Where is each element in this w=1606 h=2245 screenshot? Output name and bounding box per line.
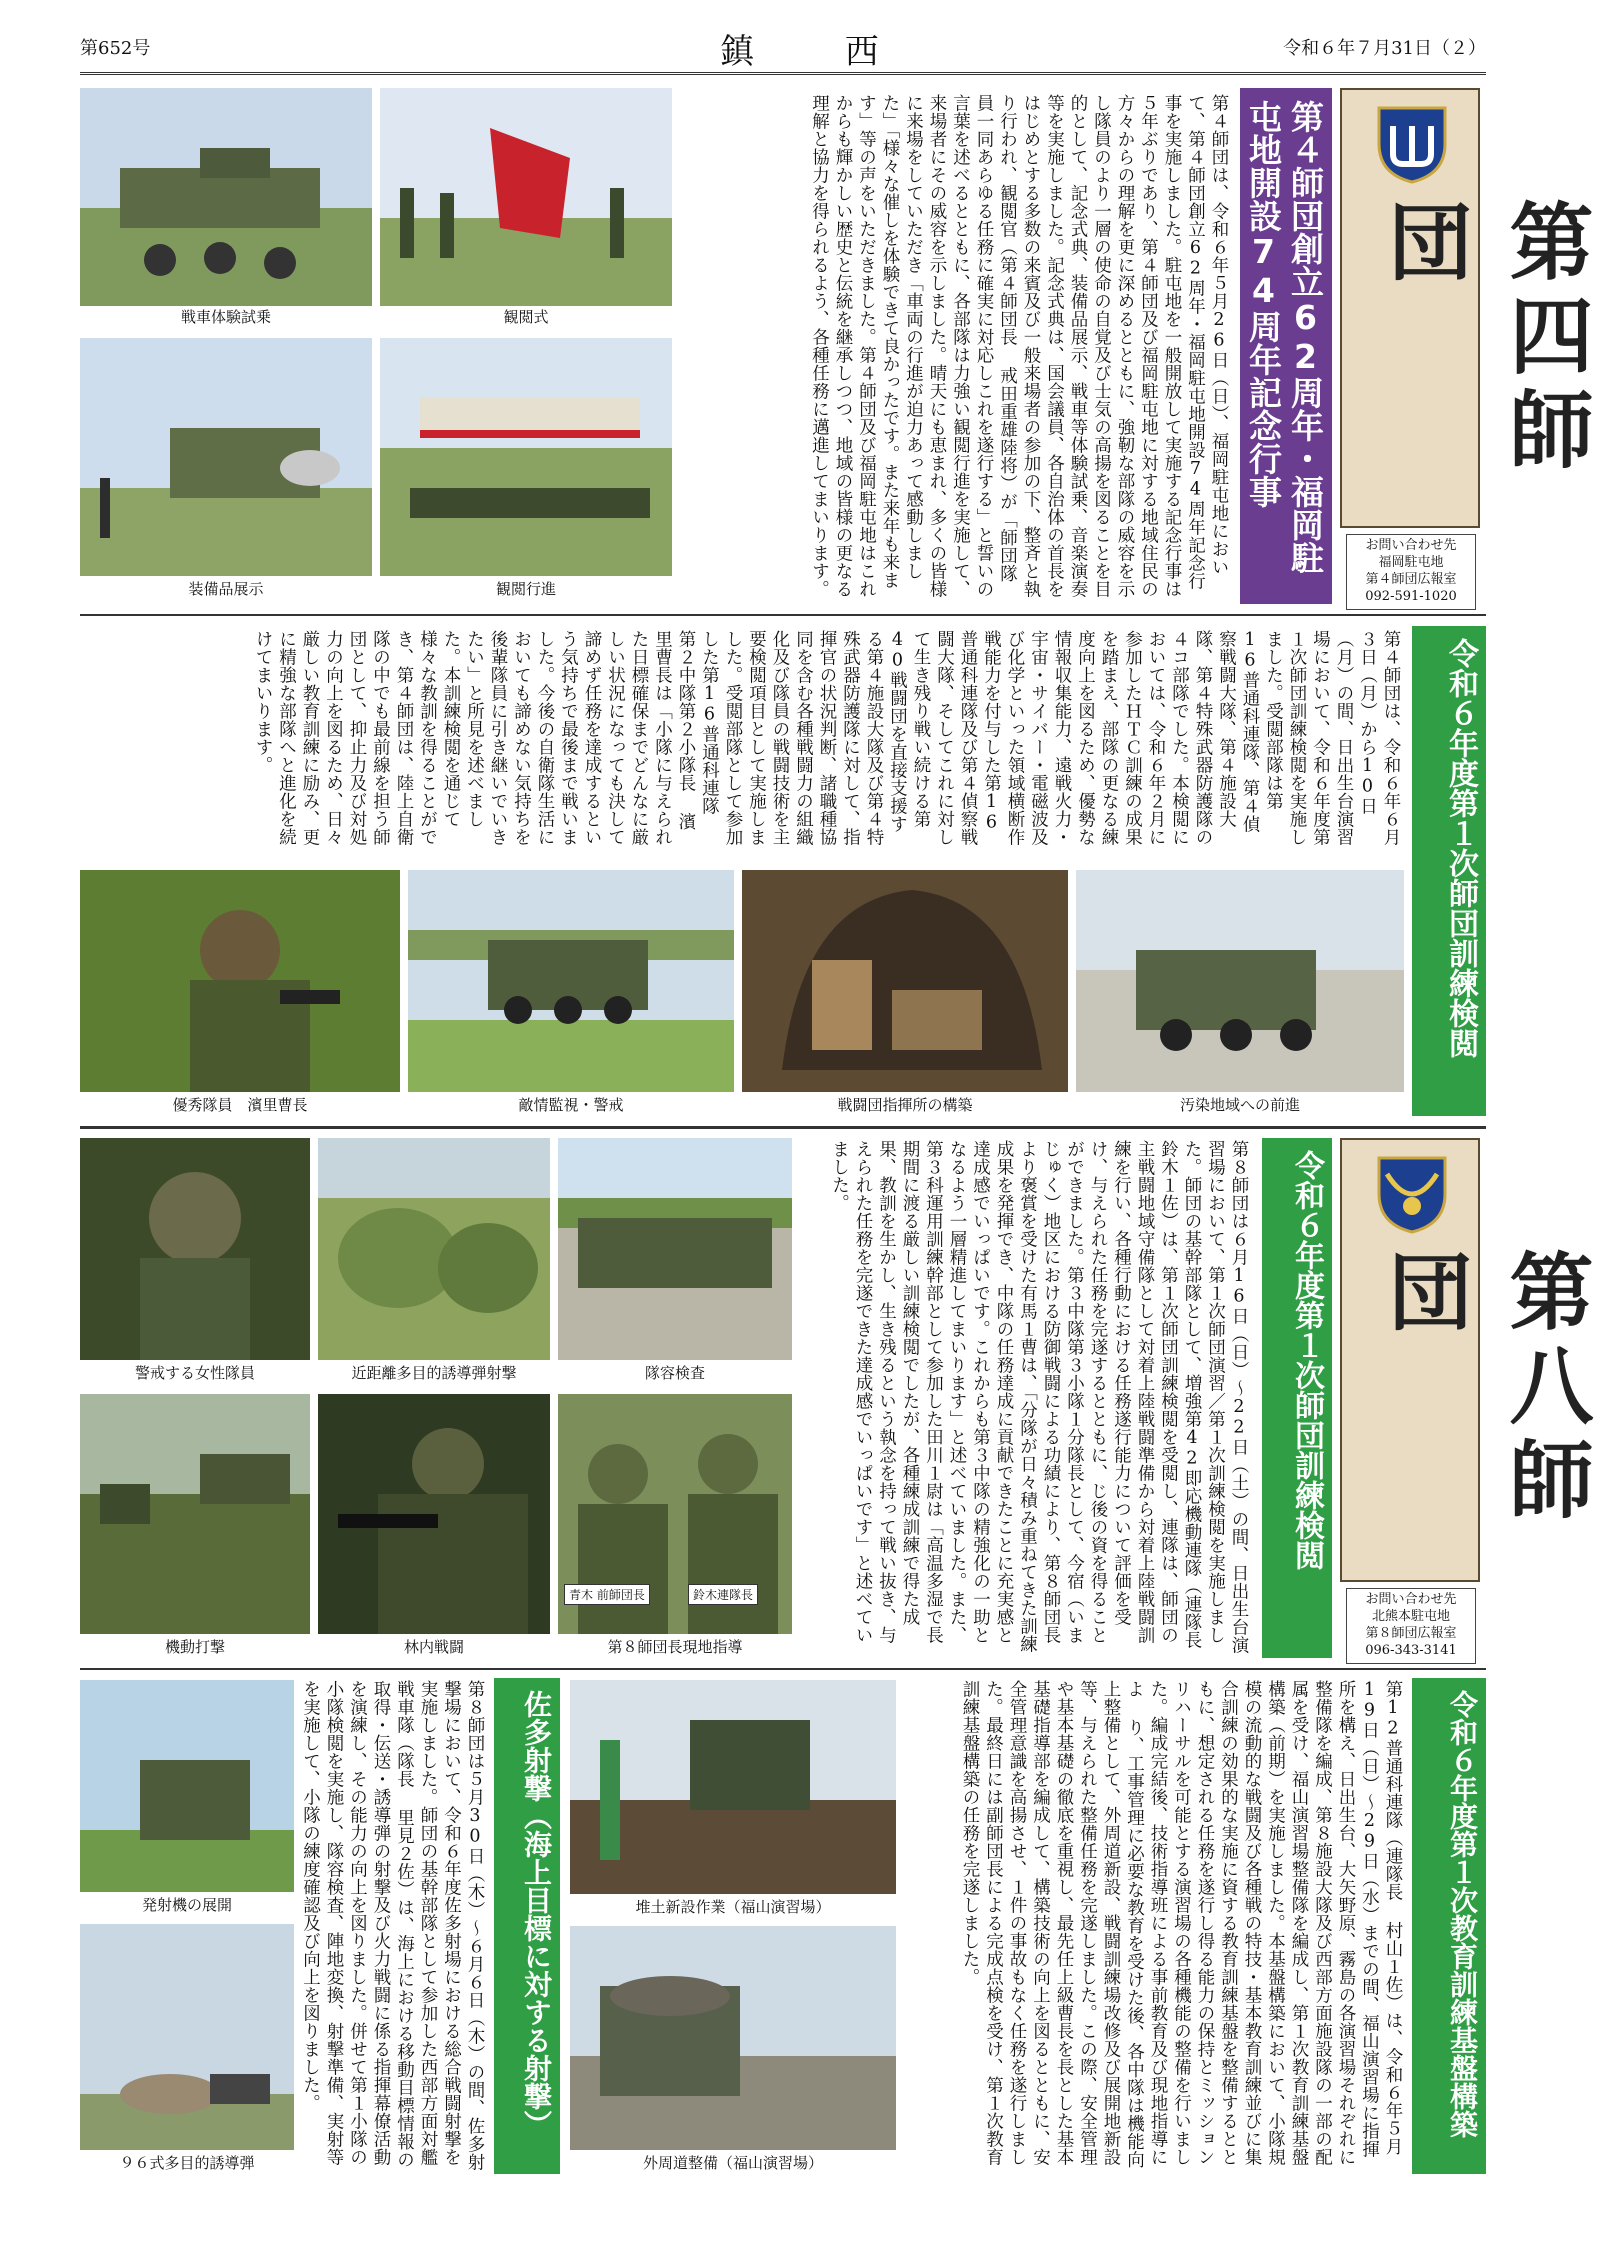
section5-body: 第12普通科連隊（連隊長 村山１佐）は、令和６年５月19日（日）〜29日（水）までの間、福山演習場に指揮所を構え、日出生台、大矢野原、霧島の各演習場それぞれに整備隊を編成、第８施設大隊及び西部方面施設隊の一部の配属を受け、福山演習場整備隊を編成し、第１次教育訓練基盤構築（前期）を実施しました。本基盤構築において、小隊規模の流動的な戦闘及び各種戦の特技・基本教育訓練並びに集合訓練の効果的な実施に資する教育訓練基盤を整備するとともに、想定される任務を遂行し得る能力の保持とミッションリハーサルを可能とする演習場の各種機能の整備を行いました。編成完結後、技術指導班による事前教育及び現地指導によ り、工事管理に必要な教育を受けた後、各中隊は機能向上整備として、外周道新設、戦闘訓練場改修及び展開地新設等、与えられた整備任務を完遂しました。この際、安全管理や基本基礎の徹底を重視し、最先任上級曹長を長とした基本基礎指導部を編成して、構築技術の向上を図るとともに、安全管理意識を高揚させ、１件の事故もなく任務を遂行しました。最終日には副師団長による完成点検を受け、第１次教育訓練基盤構築の任務を完遂しました。: [960, 1680, 1403, 2169]
issue-number: 第652号: [80, 38, 151, 59]
division4-emblem-icon: [1375, 104, 1449, 184]
caption-mobile-strike: 機動打撃: [80, 1636, 310, 1658]
division8-emblem-icon: [1375, 1154, 1449, 1234]
caption-type96-missile: ９６式多目的誘導弾: [80, 2152, 294, 2174]
caption-commander-guidance: 第８師団長現地指導: [558, 1636, 792, 1658]
photo-outstanding-member: [80, 870, 400, 1116]
paper-title: 鎮 西: [720, 32, 919, 72]
photo-missile-firing: [318, 1138, 550, 1384]
photo-type96-missile: [80, 1924, 294, 2174]
photo-review-ceremony: [380, 88, 672, 328]
divider: [80, 1668, 1486, 1670]
caption-command-post: 戦闘団指揮所の構築: [742, 1094, 1068, 1116]
name-tag: 鈴木連隊長: [688, 1584, 758, 1605]
section2-title: 令和６年度第１次師団訓練検閲: [1412, 626, 1486, 1116]
photo-tank-ride: [80, 88, 372, 328]
caption-earth-work: 堆土新設作業（福山演習場）: [570, 1896, 896, 1918]
divider: [80, 614, 1486, 616]
caption-equipment-display: 装備品展示: [80, 578, 372, 600]
section4-body: 第８師団は５月30日（木）〜６月６日（木）の間、佐多射撃場において、令和６年度佐多射場における総合戦闘射撃を実施しました。師団の基幹部隊として参加した西部方面対艦戦車隊（隊長 里見２佐）は、海上における移動目標情報の取得・伝送・誘導弾の射撃及び火力戦闘に係る指揮幕僚活動を演練し、その能力の向上を図りました。併せて第１小隊の小隊検閲を実施し、隊容検査、陣地変換、射撃準備、実射等を実施して、小隊の練度確認及び向上を図りました。: [300, 1680, 485, 2171]
caption-road-maintenance: 外周道整備（福山演習場）: [570, 2152, 896, 2174]
division8-banner: [1340, 1138, 1595, 1582]
section1-title: 第４師団創立62周年・福岡駐屯地開設74周年記念行事: [1240, 88, 1332, 604]
name-tag: 青木 前師団長: [564, 1584, 650, 1605]
caption-launcher-deploy: 発射機の展開: [80, 1894, 294, 1916]
photo-mobile-strike: [80, 1394, 310, 1658]
divider: [80, 1126, 1486, 1129]
caption-outstanding-member: 優秀隊員 濱里曹長: [80, 1094, 400, 1116]
caption-tank-ride: 戦車体験試乗: [80, 306, 372, 328]
section3-body: 第８師団は６月16日（日）〜22日（土）の間、日出生台演習場において、第１次師団演習／第１次訓練検閲を実施しました。師団の基幹部隊として、増強第42即応機動連隊（連隊長 鈴木１佐）は、第１次師団訓練検閲を受閲し、連隊は、師団の主戦闘地域守備隊として対着上陸戦闘準備から対着上陸戦闘訓練を行い、各種行動における任務遂行能力について評価を受け、与えられた任務を完遂するとともに、じ後の資を得ることができました。第３中隊第３小隊１分隊長として、今宿（いまじゅく）地区における防御戦闘による功績により、第８師団長より褒賞を受けた有馬１曹は、「分隊が日々積み重ねてきた訓練成果を発揮でき、中隊の任務達成に貢献できたことに充実感と達成感でいっぱいです。これからも第３中隊の精強化の一助となるよう一層精進してまいります」と述べていました。また、第３科運用訓練幹部として参加した田川１尉は「高温多湿で長期間に渡る厳しい訓練検閲でしたが、各種練成訓練で得た成果、教訓を生かし、生き残るという執念を持って戦い抜き、与えられた任務を完遂できた達成感でいっぱいです」と述べていました。: [829, 1140, 1249, 1654]
caption-review-ceremony: 観閲式: [380, 306, 672, 328]
section5-title: 令和６年度第１次教育訓練基盤構築: [1412, 1678, 1486, 2174]
photo-enemy-surveillance: [408, 870, 734, 1116]
division4-contact: お問い合わせ先 福岡駐屯地 第４師団広報室 092-591-1020: [1346, 534, 1476, 610]
photo-forest-combat: [318, 1394, 550, 1658]
division8-name: 第八師団: [1375, 1248, 1595, 1530]
photo-equipment-display: [80, 338, 372, 600]
division4-name: 第四師団: [1375, 198, 1595, 480]
section4-title: 佐多射撃（海上目標に対する射撃）: [494, 1678, 560, 2174]
photo-formation-inspection: [558, 1138, 792, 1384]
caption-contaminated-advance: 汚染地域への前進: [1076, 1094, 1404, 1116]
section1-body: 第４師団は、令和６年５月26日（日）、福岡駐屯地において、第４師団創立62周年・福岡駐屯地開設74周年記念行事を実施しました。駐屯地を一般開放して実施する記念行事は５年ぶりであり、第４師団及び福岡駐屯地に対する地域住民の方々からの理解を更に深めるとともに、強靭な部隊の威容を示し隊員のより一層の使命の自覚及び士気の高揚を図ることを目的として、記念式典、装備品展示、戦車等体験試乗、音楽演奏等を実施しました。記念式典は、国会議員、各自治体の首長をはじめとする多数の来賓及び一般来場者の参加の下、整斉と執り行われ、観閲官（第４師団長 戒田重雄陸将）が「師団隊員一同あらゆる任務に確実に対応しこれを遂行する」と誓いの言葉を述べるとともに、各部隊は力強い観閲行進を実施して、来場者にその威容を示しました。晴天にも恵まれ、多くの皆様に来場をしていただき「車両の行進が迫力あって感動しました」「様々な催しを体験できて良かったです。また来年も来ます」等の声をいただきました。第４師団及び福岡駐屯地はこれからも輝かしい歴史と伝統を継承しつつ、地域の皆様の更なる理解と協力を得られるよう、各種任務に邁進してまいります。: [809, 94, 1229, 598]
caption-forest-combat: 林内戦闘: [318, 1636, 550, 1658]
photo-commander-guidance: [558, 1394, 792, 1658]
photo-earth-work: [570, 1680, 896, 1918]
photo-command-post: [742, 870, 1068, 1116]
division4-banner: [1340, 88, 1595, 528]
caption-enemy-surveillance: 敵情監視・警戒: [408, 1094, 734, 1116]
section3-title: 令和６年度第１次師団訓練検閲: [1262, 1138, 1332, 1658]
section2-body: 第４師団は、令和６年６月３日（月）から10日（月）の間、日出生台演習場において、令和６年度第１次師団訓練検閲を実施しました。受閲部隊は第16普通科連隊、第４偵察戦闘大隊、第４施設大隊、第４特殊武器防護隊の４コ部隊でした。本検閲においては、令和６年２月に参加したＨＴＣ訓練の成果を踏まえ、部隊の更なる練度向上を図るため、優勢な情報収集能力、遠戦火力・宇宙・サイバー・電磁波及び化学といった領域横断作戦能力を付与した第16普通科連隊及び第４偵察戦闘大隊、そしてこれに対して生き残り戦い続ける第40戦闘団を直接支援する第４施設大隊及び第４特殊武器防護隊に対して、指揮官の状況判断、諸職種協同を含む各種戦闘力の組織化及び隊員の戦闘技術を主要検閲項目として実施しました。受閲部隊として参加した第16普通科連隊 第２中隊第２小隊長 濱里曹長は「小隊に与えられた日標確保までどんなに厳しい状況になっても決して諦めず任務を達成するという気持ちで最後まで戦いました。今後の自衛隊生活においても諦めない気持ちを後輩隊員に引き継いでいきたい」と所見を述べました。本訓練検閲を通じて様々な教訓を得ることができ、第４師団は、陸上自衛隊の中でも最前線を担う師団として、抑止力及び対処力の向上を図るため、日々厳しい教育訓練に励み、更に精強な部隊へと進化を続けてまいります。: [253, 630, 1401, 846]
page-header: [80, 22, 1486, 75]
photo-contaminated-advance: [1076, 870, 1404, 1116]
issue-date: 令和６年７月31日（２）: [1283, 38, 1486, 59]
photo-female-member: [80, 1138, 310, 1384]
photo-road-maintenance: [570, 1926, 896, 2174]
caption-missile-firing: 近距離多目的誘導弾射撃: [318, 1362, 550, 1384]
photo-review-march: [380, 338, 672, 600]
caption-review-march: 観閲行進: [380, 578, 672, 600]
caption-formation-inspection: 隊容検査: [558, 1362, 792, 1384]
photo-launcher-deploy: [80, 1680, 294, 1916]
caption-female-member: 警戒する女性隊員: [80, 1362, 310, 1384]
division8-contact: お問い合わせ先 北熊本駐屯地 第８師団広報室 096-343-3141: [1346, 1588, 1476, 1664]
